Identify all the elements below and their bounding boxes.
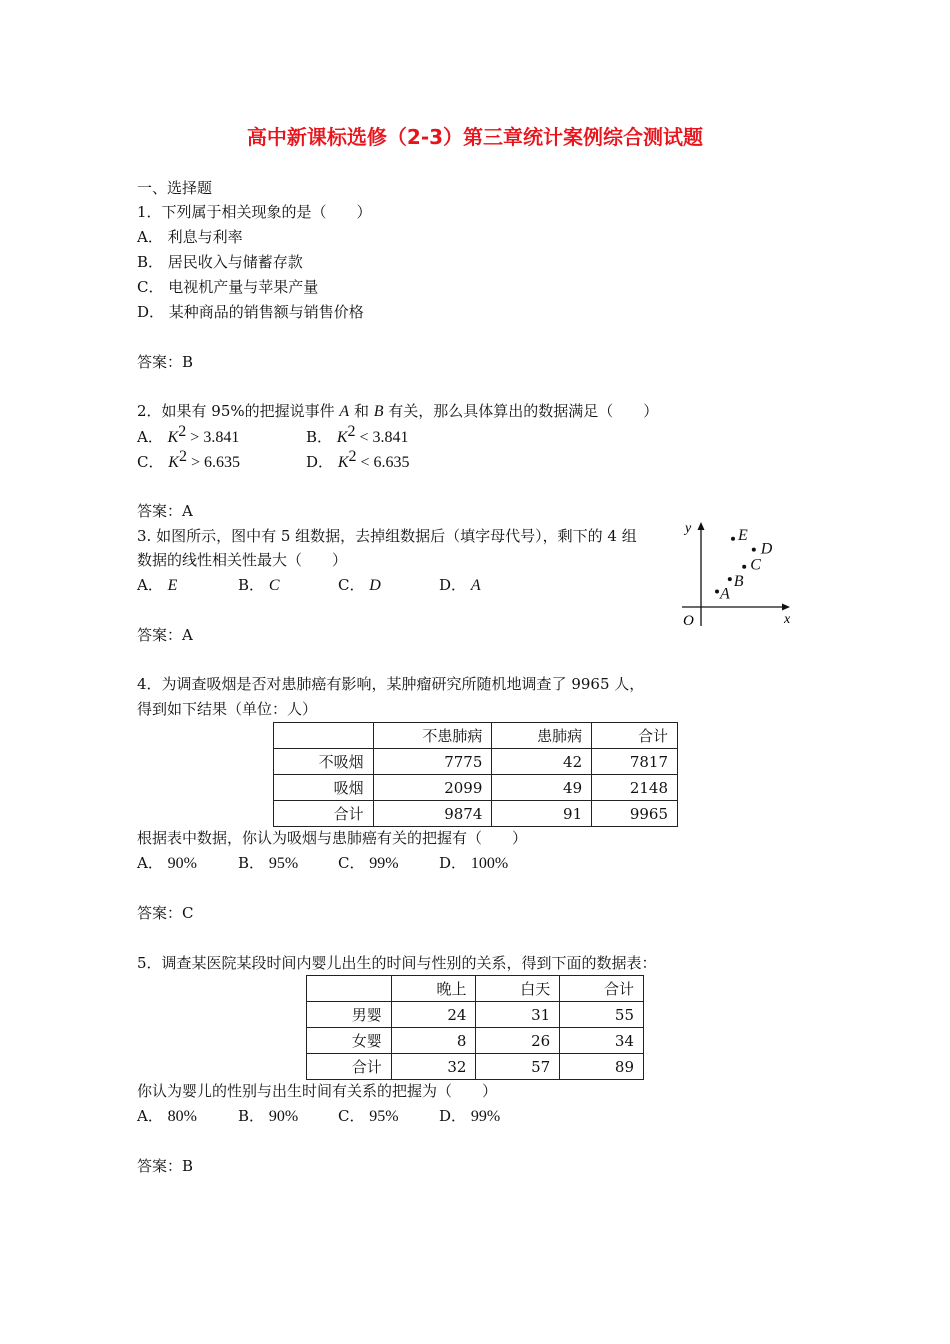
table-cell: 26	[476, 1028, 560, 1054]
question-1-option-c: C． 电视机产量与苹果产量	[137, 278, 319, 296]
scatter-point-label-d: D	[760, 540, 773, 558]
scatter-point-e	[731, 537, 735, 541]
table-row	[307, 1002, 644, 1028]
question-2-option-c: C． $K^2 > 6.635$	[137, 448, 240, 471]
question-3-answer: 答案：A	[137, 626, 193, 644]
question-3-stem-line-2: 数据的线性相关性最大（ ）	[137, 551, 348, 569]
y-axis-label: y	[685, 521, 692, 536]
question-5-option-c: C． 95%	[338, 1107, 399, 1125]
question-2-answer: 答案：A	[137, 502, 193, 520]
x-axis-label: x	[784, 612, 791, 627]
question-1-answer: 答案：B	[137, 353, 194, 371]
section-heading: 一、选择题	[137, 179, 213, 197]
table-cell: 32	[391, 1054, 476, 1080]
table-cell: 合计	[307, 1054, 392, 1080]
question-2-option-a: A． $K^2 > 3.841$	[137, 423, 240, 446]
question-2-stem: 2．如果有 95%的把握说事件 A 和 B 有关，那么具体算出的数据满足（ ）	[137, 402, 659, 420]
question-1-option-d: D． 某种商品的销售额与销售价格	[137, 303, 364, 321]
table-cell: 男婴	[307, 1002, 392, 1028]
table-cell: 31	[476, 1002, 560, 1028]
table-cell: 9874	[373, 801, 492, 827]
question-2-option-b: B． $K^2 < 3.841$	[306, 423, 409, 446]
question-5-stem: 5．调查某医院某段时间内婴儿出生的时间与性别的关系，得到下面的数据表：	[137, 954, 657, 972]
table-cell: 7775	[373, 749, 492, 775]
table-cell: 57	[476, 1054, 560, 1080]
scatter-figure	[676, 516, 806, 630]
question-4-stem-line-2: 得到如下结果（单位：人）	[137, 700, 318, 718]
question-3-option-a: A． E	[137, 576, 178, 594]
table-row	[274, 749, 678, 775]
question-5-option-d: D． 99%	[439, 1107, 501, 1125]
question-4-option-d: D． 100%	[439, 854, 509, 872]
scatter-point-label-a: A	[720, 585, 730, 603]
question-3-option-c: C． D	[338, 576, 381, 594]
table-header-cell	[274, 723, 374, 749]
table-cell: 55	[560, 1002, 644, 1028]
question-2-option-d: D． $K^2 < 6.635$	[306, 448, 410, 471]
scatter-point-label-c: C	[750, 556, 761, 574]
table-header-cell: 合计	[592, 723, 678, 749]
question-5-option-a: A． 80%	[137, 1107, 197, 1125]
table-cell: 合计	[274, 801, 374, 827]
table-cell: 女婴	[307, 1028, 392, 1054]
table-cell: 24	[391, 1002, 476, 1028]
question-1-option-b: B． 居民收入与储蓄存款	[137, 253, 303, 271]
table-header-row	[307, 976, 644, 1002]
table-header-cell: 白天	[476, 976, 560, 1002]
question-3-option-d: D． A	[439, 576, 481, 594]
question-4-option-b: B． 95%	[238, 854, 299, 872]
scatter-point-a	[715, 590, 719, 594]
origin-label: O	[683, 613, 694, 629]
scatter-point-label-e: E	[738, 526, 748, 544]
question-5-answer: 答案：B	[137, 1157, 194, 1175]
question-4-option-a: A． 90%	[137, 854, 197, 872]
table-header-cell	[307, 976, 392, 1002]
table-row	[307, 1054, 644, 1080]
question-4-stem-line-1: 4．为调查吸烟是否对患肺癌有影响，某肿瘤研究所随机地调查了 9965 人，	[137, 675, 645, 693]
question-1-stem: 1．下列属于相关现象的是（ ）	[137, 203, 372, 221]
question-1-option-a: A． 利息与利率	[137, 228, 243, 246]
scatter-point-label-b: B	[733, 573, 744, 591]
table-header-cell: 合计	[560, 976, 644, 1002]
table-cell: 91	[492, 801, 592, 827]
table-cell: 9965	[592, 801, 678, 827]
scatter-point-d	[752, 548, 756, 552]
smoking-table	[273, 722, 678, 827]
table-cell: 89	[560, 1054, 644, 1080]
table-cell: 7817	[592, 749, 678, 775]
scatter-point-b	[728, 577, 732, 581]
page-title: 高中新课标选修（2-3）第三章统计案例综合测试题	[246, 125, 704, 149]
scatter-point-c	[742, 565, 746, 569]
question-3-option-b: B． C	[238, 576, 280, 594]
question-4-after-table: 根据表中数据，你认为吸烟与患肺癌有关的把握有（ ）	[137, 829, 528, 847]
infant-table	[306, 975, 644, 1080]
table-row	[307, 1028, 644, 1054]
table-header-row	[274, 723, 678, 749]
question-5-option-b: B． 90%	[238, 1107, 299, 1125]
table-cell: 8	[391, 1028, 476, 1054]
table-header-cell: 晚上	[391, 976, 476, 1002]
table-cell: 34	[560, 1028, 644, 1054]
table-cell: 2099	[373, 775, 492, 801]
question-5-after-table: 你认为婴儿的性别与出生时间有关系的把握为（ ）	[137, 1082, 498, 1100]
question-4-answer: 答案：C	[137, 904, 194, 922]
question-3-stem-line-1: 3. 如图所示，图中有 5 组数据，去掉组数据后（填字母代号），剩下的 4 组	[137, 527, 637, 545]
table-cell: 吸烟	[274, 775, 374, 801]
table-cell: 42	[492, 749, 592, 775]
table-row	[274, 775, 678, 801]
table-cell: 2148	[592, 775, 678, 801]
table-header-cell: 患肺病	[492, 723, 592, 749]
table-row	[274, 801, 678, 827]
table-header-cell: 不患肺病	[373, 723, 492, 749]
table-cell: 不吸烟	[274, 749, 374, 775]
table-cell: 49	[492, 775, 592, 801]
x-axis-arrow	[782, 604, 790, 611]
question-4-option-c: C． 99%	[338, 854, 399, 872]
y-axis-arrow	[698, 522, 705, 530]
